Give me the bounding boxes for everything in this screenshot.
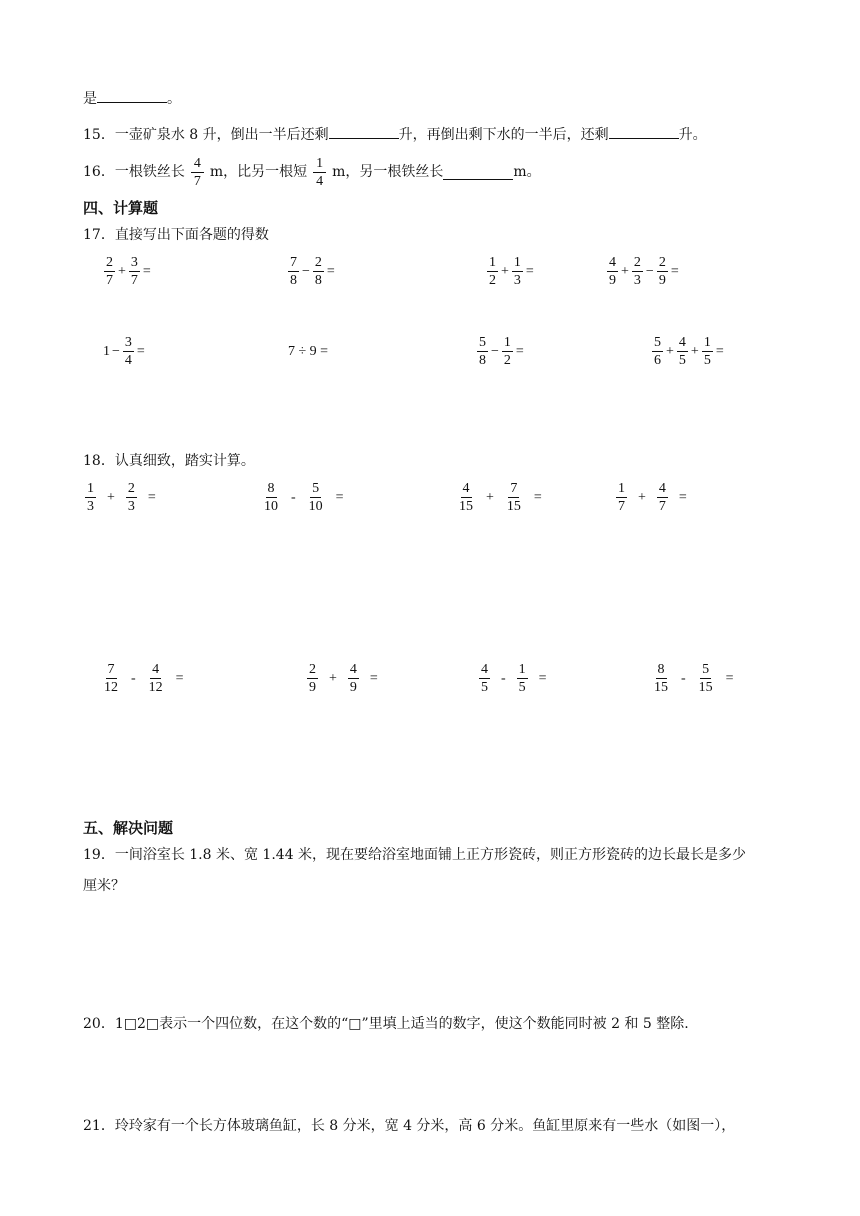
- expression: $\frac{2}{7}$ + $\frac{3}{7}$ =: [106, 255, 151, 288]
- answer-blank[interactable]: [329, 124, 399, 139]
- question-15: 15．一壶矿泉水 8 升，倒出一半后还剩 升，再倒出剩下水的一半后，还剩 升。: [83, 124, 707, 145]
- expression: 1 − $\frac{3}{4}$ =: [103, 335, 145, 368]
- expression: $\frac{1}{2}$ + $\frac{1}{3}$ =: [489, 255, 534, 288]
- expression: $\frac{5}{8}$ − $\frac{1}{2}$ =: [479, 335, 524, 368]
- expression: $\frac{2}{9}$ + $\frac{4}{9}$ =: [309, 662, 378, 695]
- fraction: $\frac{1}{4}$: [313, 155, 326, 190]
- expression: $\frac{4}{5}$ - $\frac{1}{5}$ =: [481, 662, 547, 695]
- expression: 7 ÷ 9 =: [288, 344, 329, 359]
- expression: $\frac{5}{6}$ + $\frac{4}{5}$ + $\frac{1}{5}$ =: [654, 335, 724, 368]
- expression: $\frac{4}{15}$ + $\frac{7}{15}$ =: [459, 481, 542, 514]
- expression: $\frac{8}{15}$ - $\frac{5}{15}$ =: [654, 662, 734, 695]
- answer-blank[interactable]: [609, 124, 679, 139]
- expression: $\frac{1}{3}$ + $\frac{2}{3}$ =: [87, 481, 156, 514]
- question-17-label: 17．直接写出下面各题的得数: [83, 227, 269, 243]
- question-16: 16． 一根铁丝长 $\frac{4}{7}$ m，比另一根短 $\frac{1}{4}$ m，另一根铁丝长 m。: [83, 155, 541, 189]
- answer-blank[interactable]: [97, 88, 167, 103]
- fraction: $\frac{4}{7}$: [191, 155, 204, 190]
- question-18-label: 18．认真细致，踏实计算。: [83, 453, 255, 469]
- expression: $\frac{8}{10}$ - $\frac{5}{10}$ =: [264, 481, 344, 514]
- question-19-line2: 厘米？: [83, 878, 125, 894]
- expression: $\frac{1}{7}$ + $\frac{4}{7}$ =: [618, 481, 687, 514]
- question-20: 20．1□2□表示一个四位数，在这个数的“□”里填上适当的数字，使这个数能同时被 2 和 5 整除.: [83, 1016, 689, 1032]
- answer-blank[interactable]: [443, 165, 513, 180]
- q14-tail: 是 。: [83, 88, 181, 109]
- question-21: 21．玲玲家有一个长方体玻璃鱼缸，长 8 分米，宽 4 分米，高 6 分米。鱼缸里原来有一些水（如图一），: [83, 1118, 736, 1134]
- section-heading: 五、解决问题: [83, 819, 174, 837]
- expression: $\frac{7}{12}$ - $\frac{4}{12}$ =: [104, 662, 184, 695]
- question-19-line1: 19．一间浴室长 1.8 米、宽 1.44 米，现在要给浴室地面铺上正方形瓷砖，则正方形瓷砖的边长最长是多少: [83, 847, 747, 863]
- section-heading: 四、计算题: [83, 199, 159, 217]
- expression: $\frac{4}{9}$ + $\frac{2}{3}$ − $\frac{2}{9}$ =: [609, 255, 679, 288]
- expression: $\frac{7}{8}$ − $\frac{2}{8}$ =: [290, 255, 335, 288]
